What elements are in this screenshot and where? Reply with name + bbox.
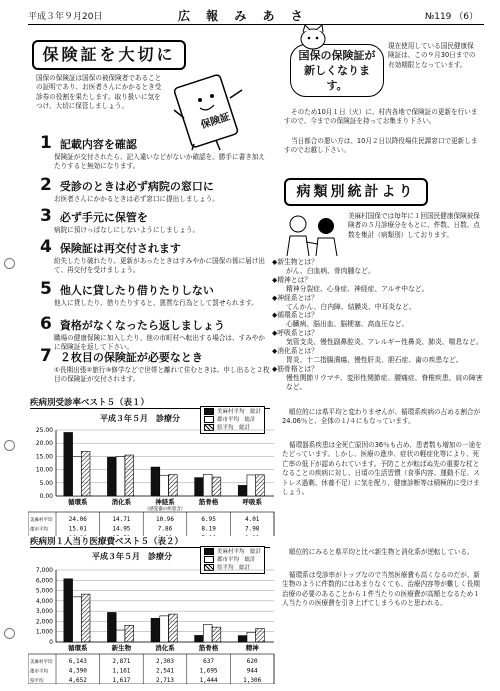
tip-body: 職場の健康保険に加入したり、他の市町村へ転出する場合は、すみやかに保険証を返して下さい。 bbox=[54, 334, 265, 351]
bar bbox=[107, 457, 116, 496]
bar bbox=[73, 456, 82, 496]
bar bbox=[151, 618, 160, 642]
table-value: 10.96 bbox=[155, 516, 175, 523]
table-value: 2,871 bbox=[112, 658, 131, 665]
data-table bbox=[28, 512, 274, 536]
table-row-label: 郡市平均 bbox=[30, 669, 48, 675]
table-value: 637 bbox=[203, 658, 215, 665]
y-tick-label: 15.00 bbox=[35, 453, 53, 461]
bar bbox=[116, 630, 125, 642]
tip-body: 紛失したり破れたり、更新があったときはすみやかに国保の係に届け出て、再交付を受けましょう。 bbox=[54, 257, 265, 274]
category-question: ◆循環系とは？ bbox=[272, 311, 319, 320]
y-tick-label: 5.00 bbox=[39, 479, 53, 487]
category-label: 精神 bbox=[245, 644, 259, 652]
table-value: 14.95 bbox=[112, 525, 131, 533]
y-tick-label: 7,000 bbox=[35, 567, 53, 574]
tip-title: ２枚目の保険証が必要なとき bbox=[59, 351, 203, 364]
category-answer: 気管支炎、慢性副鼻腔炎、アレルギー性鼻炎、肺炎、喘息など。 bbox=[286, 338, 483, 347]
table-value: 2,303 bbox=[155, 658, 175, 665]
tip-number: 5 bbox=[40, 279, 52, 299]
category-label: 筋骨格 bbox=[198, 644, 219, 652]
bar bbox=[256, 629, 265, 642]
bar bbox=[64, 432, 73, 496]
legend-item: 郡市平均 総計 bbox=[204, 556, 261, 564]
tip-title: 保険証は再交付されます bbox=[59, 242, 181, 255]
bar bbox=[125, 455, 134, 496]
bar bbox=[64, 579, 73, 642]
section-title-disease-statistics: 病類別統計より bbox=[284, 178, 428, 206]
bar bbox=[256, 475, 265, 496]
category-label: 神経系 bbox=[155, 498, 175, 506]
notice-text-2: そのため10月１日（火）に、村内各地で保険証の更新を行いますので、今までの保険証を持ってお集まり下さい。 bbox=[284, 108, 478, 126]
tip-item bbox=[40, 133, 270, 171]
table-value: 4,390 bbox=[68, 667, 87, 675]
category-label: 筋骨格 bbox=[198, 498, 219, 506]
category-answer: 胃炎、十二指腸潰瘍、慢性肝炎、胆石症、歯の疾患など。 bbox=[286, 355, 463, 364]
notice-text-1: 現在使用している国民健康保険証は、この９月30日までの有効期限となっています。 bbox=[388, 42, 476, 69]
tip-title: 記載内容を確認 bbox=[59, 138, 137, 151]
category-label: 呼吸系 bbox=[242, 498, 262, 506]
category-question: ◆筋骨格とは？ bbox=[272, 364, 319, 373]
tip-number: 6 bbox=[40, 314, 52, 334]
tip-body: ①長期出張②旅行③修学などで世帯と離れて住むときは、申し出ると２枚目の保険証が交付されます。 bbox=[54, 366, 270, 383]
header-title: 広 報 み あ さ bbox=[178, 9, 309, 23]
doctor-patient-illustration bbox=[282, 212, 344, 258]
tip-number: 1 bbox=[40, 133, 52, 153]
tip-item bbox=[40, 206, 270, 235]
table-row-label: 美麻村平均 bbox=[30, 518, 53, 523]
tip-number: 2 bbox=[40, 175, 52, 195]
bar bbox=[107, 612, 116, 642]
bar bbox=[168, 475, 177, 496]
table-value: 4,652 bbox=[68, 677, 87, 684]
table-value: 7.86 bbox=[157, 525, 173, 533]
section-title-insurance-card: 保険証を大切に bbox=[32, 40, 186, 70]
bar bbox=[151, 467, 160, 496]
bar bbox=[160, 616, 169, 642]
legend-item: 美麻村平均 総計 bbox=[204, 408, 261, 416]
category-question: ◆消化系とは？ bbox=[272, 347, 319, 356]
y-tick-label: 1,000 bbox=[35, 628, 53, 636]
tip-body: 病院に預けっぱなしにしないようにしましょう。 bbox=[54, 226, 200, 234]
table-row-label: 県平均 bbox=[30, 679, 44, 684]
data-table bbox=[28, 654, 274, 684]
binder-hole bbox=[4, 258, 15, 269]
disease-category-list bbox=[272, 258, 484, 392]
category-answer: 精神分裂症、心身症、神経症、アルサ中など。 bbox=[286, 284, 429, 293]
tip-title: 必ず手元に保管を bbox=[59, 211, 148, 224]
bar bbox=[247, 632, 256, 642]
bar bbox=[81, 451, 90, 496]
analysis-paragraph-2: 循環器系疾患は全死亡原因の36％も占め、患者数も増加の一途をたどっています。しかし、医療の進歩、症状の軽症化等により、死亡率の低下が認められています。予防ことが転ばぬ先の重要な杖となることの疾病に対し、日頃の生活習慣（食事内容、運動不足、ストレス過剰、休養不足）に気を配り、健康診断等は積極的に受けましょう。 bbox=[282, 441, 482, 497]
table-value: 1,306 bbox=[243, 677, 262, 684]
category-label: 新生物 bbox=[111, 644, 132, 652]
page-header bbox=[28, 6, 484, 25]
bar bbox=[212, 627, 221, 642]
y-tick-label: 5,000 bbox=[35, 587, 53, 595]
chart2-bar-chart bbox=[28, 566, 276, 684]
category-label: 循環系 bbox=[68, 498, 88, 506]
table-value: 944 bbox=[246, 667, 258, 675]
y-tick-label: 0 bbox=[49, 639, 53, 646]
table-value: 1,444 bbox=[199, 677, 218, 684]
tip-title: 受診のときは必ず病院の窓口に bbox=[59, 180, 214, 193]
y-tick-label: 20.00 bbox=[35, 440, 53, 448]
y-tick-label: 25.00 bbox=[35, 427, 53, 434]
tip-number: 3 bbox=[40, 206, 52, 226]
category-answer: てんかん、白内障、結膜炎、中耳炎など。 bbox=[286, 302, 416, 311]
notice-bubble: 国保の保険証が新しくなります。 bbox=[290, 44, 384, 97]
category-label: 消化系 bbox=[155, 644, 175, 652]
chart1-title: 疾病別受診率ベスト５（表１） bbox=[30, 396, 270, 409]
category-answer: がん、白血病、骨肉腫など。 bbox=[286, 266, 375, 275]
legend-item: 県平均 総計 bbox=[204, 564, 261, 572]
y-tick-label: 3,000 bbox=[35, 608, 53, 616]
category-label: 循環系 bbox=[68, 644, 88, 652]
analysis-paragraph-4: 循環系は受診率がトップなので当然医療費も高くなるのだが、新生物のように件数的にはあまりなくても、治療内容等が難しく長期治療の必要のあることから１件当たりの医療費が高額となるため１人当たりの医療費を引き上げてしまうものと思われる。 bbox=[282, 571, 481, 608]
table-value: 1,161 bbox=[112, 667, 131, 675]
legend-item: 県平均 総計 bbox=[204, 424, 261, 432]
bar bbox=[238, 636, 247, 642]
binder-hole bbox=[4, 628, 15, 639]
tip-title: 他人に貸したり借りたりしない bbox=[59, 284, 214, 297]
bar bbox=[195, 635, 204, 642]
category-question: ◆呼吸系とは？ bbox=[272, 329, 319, 338]
table-value: 2,713 bbox=[155, 677, 175, 684]
legend-item: 郡市平均 総計 bbox=[204, 416, 261, 424]
table-row-label: 郡市平均 bbox=[30, 527, 48, 533]
analysis-paragraph-3: 順位的にみると県平均と比べ新生物と消化系が逆転している。 bbox=[289, 548, 474, 556]
table-value: 1,695 bbox=[199, 667, 218, 675]
bar bbox=[73, 597, 82, 642]
bar bbox=[203, 625, 212, 642]
cat-mascot-icon bbox=[296, 24, 330, 50]
section1-intro: 国保の保険証は国保の被保険者であることの証明であり、お医者さんにかかるとき受診券の役割を果たします。取り扱いに気をつけ、大切に保管しましょう。 bbox=[36, 74, 162, 111]
chart2-title: 疾病別１人当り医療費ベスト５（表２） bbox=[30, 535, 270, 548]
tip-body: お医者さんにかかるときは必ず窓口に提出しましょう。 bbox=[54, 195, 219, 203]
bar bbox=[160, 475, 169, 496]
table-value: 4.01 bbox=[244, 516, 260, 523]
table-value: 14.71 bbox=[112, 516, 131, 523]
tip-item bbox=[40, 175, 270, 204]
bar bbox=[247, 475, 256, 496]
category-answer: 慢性関節リウマチ、変形性関節症、腰痛症、脊椎疾患、肩の障害など。 bbox=[286, 373, 483, 391]
tip-number: 7 bbox=[40, 346, 52, 366]
category-answer: 心臓病、脳出血、脳梗塞、高血圧など。 bbox=[286, 320, 409, 329]
tip-body: 他人に貸したり、借りたりすると、悪質な行為として罰せられます。 bbox=[54, 299, 258, 307]
card-label: 保険証 bbox=[199, 111, 232, 132]
table-value: 620 bbox=[246, 658, 258, 665]
analysis-paragraph-1: 順位的には県平均と変わりませんが、循環系疾病の占める割合が24.06％と、全体の１/４にもなっています。 bbox=[282, 408, 481, 426]
table-value: 2,541 bbox=[155, 667, 175, 675]
y-tick-label: 0.00 bbox=[39, 493, 53, 500]
category-question: ◆精神とは？ bbox=[272, 275, 312, 284]
tip-body: 保険証が交付されたら、記入違いなどがないか確認を。勝手に書き加えたりすると無効になります。 bbox=[54, 153, 265, 170]
category-question: ◆新生物とは？ bbox=[272, 258, 319, 266]
chart1-bar-chart bbox=[28, 426, 276, 536]
category-question: ◆神経系とは？ bbox=[272, 293, 319, 302]
notice-text-3: 当日都合の悪い方は、10月２日以降役場住民課窓口で更新しますのでお越し下さい。 bbox=[284, 137, 478, 155]
category-note: （感覚器の疾患含） bbox=[144, 507, 186, 512]
table-value: 8.19 bbox=[201, 525, 216, 533]
tip-item bbox=[40, 237, 270, 275]
header-date: 平成３年９月20日 bbox=[28, 12, 103, 22]
table-value: 6.95 bbox=[201, 516, 216, 523]
binder-hole bbox=[4, 440, 15, 451]
chart1-subtitle: 平成３年５月 診療分 bbox=[100, 414, 180, 423]
bar bbox=[116, 457, 125, 496]
table-value: 24.06 bbox=[68, 516, 87, 523]
table-value: 1,617 bbox=[112, 677, 131, 684]
legend-item: 美麻村平均 総計 bbox=[204, 548, 261, 556]
bar bbox=[203, 474, 212, 496]
tip-title: 資格がなくなったら返しましょう bbox=[59, 319, 225, 332]
bar bbox=[212, 477, 221, 496]
header-issue: №119 （6） bbox=[424, 12, 478, 22]
y-tick-label: 6,000 bbox=[35, 577, 53, 585]
tip-number: 4 bbox=[40, 237, 52, 257]
y-tick-label: 4,000 bbox=[35, 597, 53, 605]
tip-item bbox=[40, 346, 270, 384]
y-tick-label: 10.00 bbox=[35, 466, 53, 474]
bar bbox=[238, 485, 247, 496]
table-value: 6,143 bbox=[68, 658, 87, 665]
table-value: 7.98 bbox=[244, 525, 260, 533]
y-tick-label: 2,000 bbox=[35, 618, 53, 626]
table-value: 15.01 bbox=[68, 525, 87, 533]
bar bbox=[195, 478, 204, 496]
table-row-label: 美麻村平均 bbox=[30, 660, 53, 665]
section2-intro: 美麻村国保では毎年に１回国民健康保険被保険者の５月診療分をもとに、件数、日数、点数を集計（病類別）しております。 bbox=[348, 212, 480, 239]
bar bbox=[168, 614, 177, 642]
bar bbox=[81, 594, 90, 642]
chart2-subtitle: 平成３年５月 診療分 bbox=[92, 552, 172, 561]
tip-item bbox=[40, 279, 270, 308]
category-label: 消化系 bbox=[111, 498, 132, 506]
bar bbox=[125, 625, 134, 642]
